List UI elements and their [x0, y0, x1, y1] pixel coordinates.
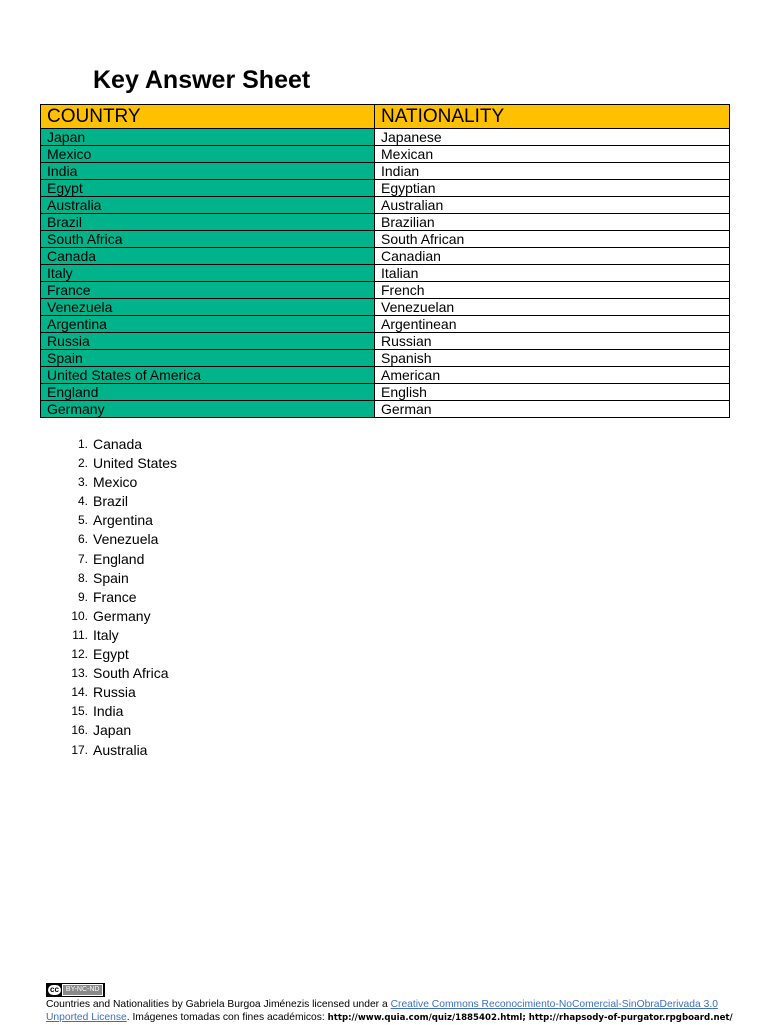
table-row	[41, 401, 730, 418]
nationality-cell: Brazilian	[375, 214, 730, 231]
table-row	[41, 316, 730, 333]
country-cell: Australia	[41, 197, 375, 214]
table-row	[41, 180, 730, 197]
country-cell: South Africa	[41, 231, 375, 248]
table-row	[41, 129, 730, 146]
table-row	[41, 299, 730, 316]
nationality-cell: Spanish	[375, 350, 730, 367]
list-item-number: 4.	[77, 494, 88, 509]
list-item-text: Canada	[93, 436, 143, 452]
country-cell: Mexico	[41, 146, 375, 163]
list-item-number: 13.	[71, 666, 88, 681]
list-item-number: 3.	[77, 475, 88, 490]
country-cell: Egypt	[41, 180, 375, 197]
list-item-text: Italy	[93, 626, 119, 643]
list-item-number: 5.	[77, 513, 88, 528]
list-item-text: India	[93, 703, 124, 720]
image-sources: http://www.quia.com/quiz/1885402.html; http://rhapsody-of-purgator.rpgboard.net/	[327, 1013, 733, 1023]
table-row	[41, 384, 730, 401]
nationality-cell: Egyptian	[375, 180, 730, 197]
country-cell: Brazil	[41, 214, 375, 231]
license-link[interactable]: Creative Commons Reconocimiento-NoComercial-SinObraDerivada 3.0 Unported License	[46, 999, 718, 1023]
list-item-text: Argentina	[93, 512, 153, 529]
list-item-number: 2.	[77, 456, 88, 471]
country-cell: United States of America	[41, 367, 375, 384]
list-item-number: 15.	[71, 704, 88, 719]
list-item-text: Egypt	[93, 646, 129, 663]
list-item-text: England	[93, 550, 145, 567]
nationality-cell: Indian	[375, 163, 730, 180]
cc-badge-cc: cc	[50, 985, 59, 994]
list-item-text: France	[93, 588, 137, 605]
table-row	[41, 231, 730, 248]
list-item-number: 6.	[77, 532, 88, 547]
list-item-text: South Africa	[93, 665, 169, 682]
nationality-cell: English	[375, 384, 730, 401]
answer-table	[40, 104, 730, 418]
nationality-cell: Japanese	[375, 129, 730, 146]
nationality-cell: Italian	[375, 265, 730, 282]
country-cell: Venezuela	[41, 299, 375, 316]
table-row	[41, 350, 730, 367]
cc-license-badge-icon[interactable]	[46, 983, 105, 997]
country-cell: Argentina	[41, 316, 375, 333]
list-item-number: 8.	[77, 570, 88, 585]
nationality-cell: Russian	[375, 333, 730, 350]
list-item-number: 10.	[71, 608, 88, 623]
list-item-number: 7.	[77, 551, 88, 566]
nationality-cell: American	[375, 367, 730, 384]
nationality-cell: Argentinean	[375, 316, 730, 333]
license-footer	[46, 983, 736, 1025]
page-title: Key Answer Sheet	[93, 66, 311, 94]
country-cell: Russia	[41, 333, 375, 350]
table-row	[41, 367, 730, 384]
license-text-middle: . Imágenes tomadas con fines académicos:	[126, 1012, 328, 1023]
list-item-number: 16.	[71, 723, 88, 738]
nationality-cell: Australian	[375, 197, 730, 214]
country-cell: Spain	[41, 350, 375, 367]
nationality-cell: German	[375, 401, 730, 418]
table-row	[41, 265, 730, 282]
table-row	[41, 333, 730, 350]
license-text-prefix: Countries and Nationalities by Gabriela Burgoa Jiménezis licensed under a	[46, 999, 391, 1010]
table-row	[41, 146, 730, 163]
list-item-number: 12.	[71, 647, 88, 662]
country-cell: India	[41, 163, 375, 180]
nationality-cell: Mexican	[375, 146, 730, 163]
list-item-text: United States	[93, 455, 178, 472]
table-row	[41, 248, 730, 265]
list-item-text: Germany	[93, 607, 151, 624]
country-cell: Canada	[41, 248, 375, 265]
nationality-column-header: NATIONALITY	[375, 105, 730, 129]
list-item-text: Russia	[93, 684, 136, 701]
country-cell: France	[41, 282, 375, 299]
country-column-header: COUNTRY	[41, 105, 375, 129]
list-item-number: 14.	[71, 685, 88, 700]
list-item-number: 11.	[72, 627, 88, 642]
list-item-text: Venezuela	[93, 531, 159, 548]
list-item-number: 17.	[71, 742, 88, 757]
table-row	[41, 282, 730, 299]
country-cell: England	[41, 384, 375, 401]
list-item-text: Mexico	[93, 474, 138, 491]
table-row	[41, 163, 730, 180]
table-row	[41, 214, 730, 231]
list-item-text: Australia	[93, 741, 148, 758]
list-item-text: Japan	[93, 722, 132, 739]
country-cell: Japan	[41, 129, 375, 146]
country-cell: Italy	[41, 265, 375, 282]
table-header-row	[41, 105, 730, 129]
list-item-text: Spain	[93, 569, 129, 586]
list-item-text: Brazil	[93, 493, 129, 510]
nationality-cell: French	[375, 282, 730, 299]
nationality-cell: South African	[375, 231, 730, 248]
list-item-number: 9.	[77, 589, 88, 604]
nationality-cell: Venezuelan	[375, 299, 730, 316]
nationality-cell: Canadian	[375, 248, 730, 265]
cc-badge-terms: BY-NC-ND	[62, 984, 104, 996]
country-cell: Germany	[41, 401, 375, 418]
license-text	[46, 998, 736, 1025]
table-row	[41, 197, 730, 214]
list-item-number: 1.	[77, 437, 88, 451]
